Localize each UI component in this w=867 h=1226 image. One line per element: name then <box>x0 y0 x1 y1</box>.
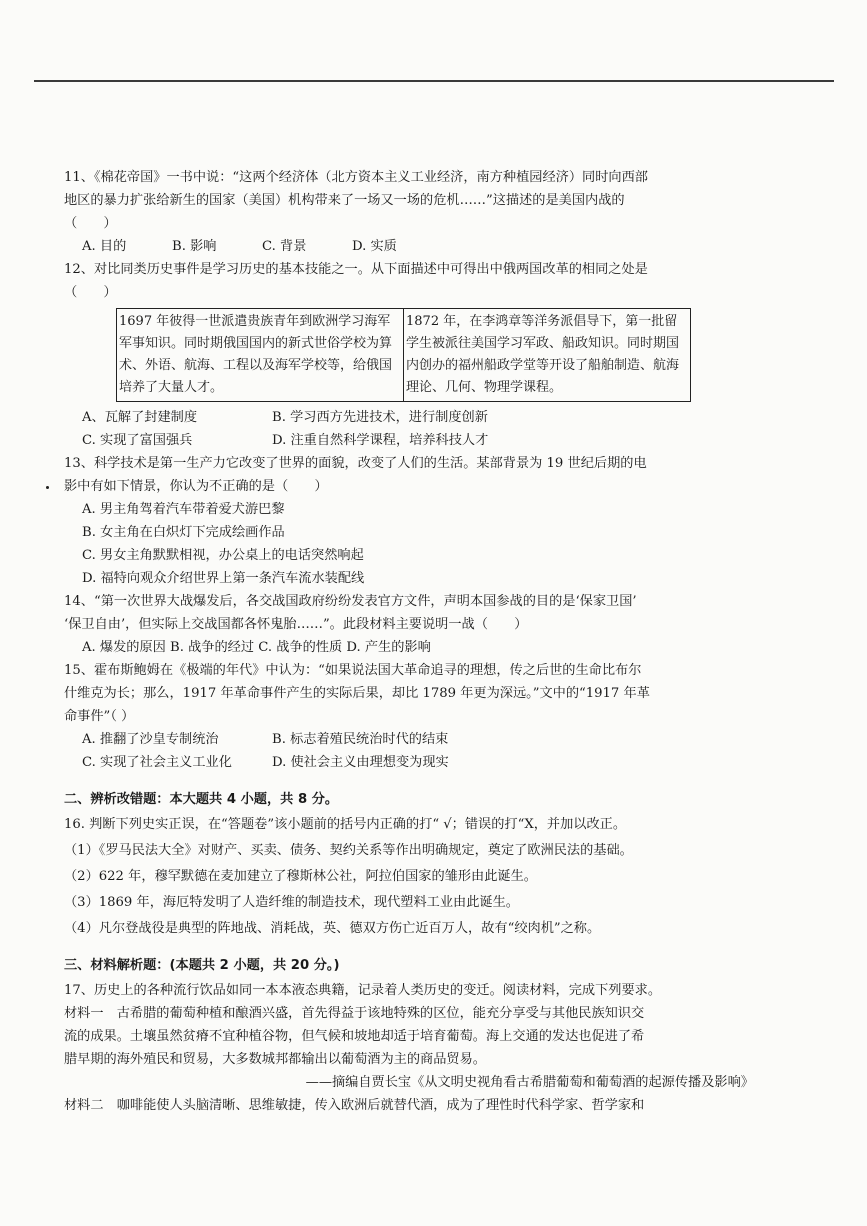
q11-option-c: C. 背景 <box>262 239 307 254</box>
q15-options-cd <box>64 751 754 774</box>
q16-intro: 16. 判断下列史实正误，在“答题卷”该小题前的括号内正确的打“ √；错误的打“X，并加以改正。 <box>64 817 627 832</box>
q16-item-4: （4）凡尔登战役是典型的阵地战、消耗战，英、德双方伤亡近百万人，故有“绞肉机”之称。 <box>64 921 601 936</box>
q11-option-b: B. 影响 <box>172 239 217 254</box>
q12-option-a: A、瓦解了封建制度 <box>82 410 198 425</box>
question-13 <box>64 452 754 590</box>
q14-line1: 14、“第一次世界大战爆发后，各交战国政府纷纷发表官方文件，声明本国参战的目的是‘保家卫国’ <box>64 594 637 609</box>
q15-option-b: B. 标志着殖民统治时代的结束 <box>272 732 449 747</box>
q12-option-b: B. 学习西方先进技术，进行制度创新 <box>272 410 488 425</box>
q15-option-a: A. 推翻了沙皇专制统治 <box>82 732 219 747</box>
question-15 <box>64 659 754 774</box>
q13-option-d: D. 福特向观众介绍世界上第一条汽车流水装配线 <box>82 571 365 586</box>
q13-line2: 影中有如下情景，你认为不正确的是（ ） <box>64 479 328 494</box>
q12-options-cd <box>64 429 754 452</box>
section-3 <box>64 979 754 1117</box>
material-1-citation: ——摘编自贾长宝《从文明史视角看古希腊葡萄和葡萄酒的起源传播及影响》 <box>305 1075 754 1090</box>
q16-item-1: （1）《罗马民法大全》对财产、买卖、债务、契约关系等作出明确规定，奠定了欧洲民法的基础。 <box>64 843 633 858</box>
q12-option-c: C. 实现了富国强兵 <box>82 433 193 448</box>
q13-option-b: B. 女主角在白炽灯下完成绘画作品 <box>82 525 285 540</box>
q11-line1: 11、《棉花帝国》一书中说：“这两个经济体（北方资本主义工业经济，南方种植园经济）同时向西部 <box>64 170 648 185</box>
q15-options-ab <box>64 728 754 751</box>
q15-option-d: D. 使社会主义由理想变为现实 <box>272 755 449 770</box>
q11-line2: 地区的暴力扩张给新生的国家（美国）机构带来了一场又一场的危机……”这描述的是美国内战的 <box>64 193 625 208</box>
q14-options: A. 爆发的原因 B. 战争的经过 C. 战争的性质 D. 产生的影响 <box>82 640 431 655</box>
section-2 <box>64 813 754 940</box>
section-3-title: 三、材料解析题：(本题共 2 小题，共 20 分。) <box>64 958 340 973</box>
q13-option-a: A. 男主角驾着汽车带着爱犬游巴黎 <box>82 502 285 517</box>
scan-speck <box>46 486 49 489</box>
q16-item-2: （2）622 年，穆罕默德在麦加建立了穆斯林公社，阿拉伯国家的雏形由此诞生。 <box>64 869 537 884</box>
exam-content <box>64 166 754 1117</box>
question-12 <box>64 258 754 452</box>
q15-option-c: C. 实现了社会主义工业化 <box>82 755 232 770</box>
material-1-line2: 流的成果。土壤虽然贫瘠不宜种植谷物，但气候和坡地却适于培育葡萄。海上交通的发达也促进了希 <box>64 1029 645 1044</box>
table-cell-china: 1872 年，在李鸿章等洋务派倡导下，第一批留学生被派往美国学习军政、船政知识。同时期国内创办的福州船政学堂等开设了船舶制造、航海理论、几何、物理学课程。 <box>404 309 691 402</box>
q11-options <box>64 235 754 258</box>
question-14 <box>64 590 754 659</box>
q14-line2: ‘保卫自由’，但实际上交战国都各怀鬼胎……”。此段材料主要说明一战（ ） <box>64 617 528 632</box>
q11-option-d: D. 实质 <box>352 239 397 254</box>
question-11 <box>64 166 754 258</box>
q12-options-ab <box>64 406 754 429</box>
q12-paren: （ ） <box>64 285 117 300</box>
material-2-line1: 材料二 咖啡能使人头脑清晰、思维敏捷，传入欧洲后就替代酒，成为了理性时代科学家、哲学家和 <box>64 1098 645 1113</box>
q15-line3: 命事件”（ ） <box>64 709 135 724</box>
material-1-line3: 腊早期的海外殖民和贸易，大多数城邦都输出以葡萄酒为主的商品贸易。 <box>64 1052 486 1067</box>
comparison-table <box>116 308 691 402</box>
table-cell-russia: 1697 年彼得一世派遣贵族青年到欧洲学习海军军事知识。同时期俄国国内的新式世俗学校为算术、外语、航海、工程以及海军学校等，给俄国培养了大量人才。 <box>117 309 404 402</box>
q12-option-d: D. 注重自然科学课程，培养科技人才 <box>272 433 489 448</box>
q12-line1: 12、对比同类历史事件是学习历史的基本技能之一。从下面描述中可得出中俄两国改革的相同之处是 <box>64 262 648 277</box>
q11-paren: （ ） <box>64 216 117 231</box>
q13-option-c: C. 男女主角默默相视，办公桌上的电话突然响起 <box>82 548 364 563</box>
material-1-line1: 材料一 古希腊的葡萄种植和酿酒兴盛，首先得益于该地特殊的区位，能充分享受与其他民族知识交 <box>64 1006 645 1021</box>
q11-option-a: A. 目的 <box>82 239 127 254</box>
header-rule <box>34 80 834 82</box>
q15-line1: 15、霍布斯鲍姆在《极端的年代》中认为：“如果说法国大革命追寻的理想，传之后世的生命比布尔 <box>64 663 642 678</box>
section-2-title: 二、辨析改错题：本大题共 4 小题，共 8 分。 <box>64 792 339 807</box>
q15-line2: 什维克为长；那么，1917 年革命事件产生的实际后果，却比 1789 年更为深远。”文中的“1917 年革 <box>64 686 650 701</box>
q13-line1: 13、科学技术是第一生产力它改变了世界的面貌，改变了人们的生活。某部背景为 19 世纪后期的电 <box>64 456 647 471</box>
q17-intro: 17、历史上的各种流行饮品如同一本本液态典籍，记录着人类历史的变迁。阅读材料，完成下列要求。 <box>64 983 662 998</box>
q16-item-3: （3）1869 年，海厄特发明了人造纤维的制造技术，现代塑料工业由此诞生。 <box>64 895 519 910</box>
